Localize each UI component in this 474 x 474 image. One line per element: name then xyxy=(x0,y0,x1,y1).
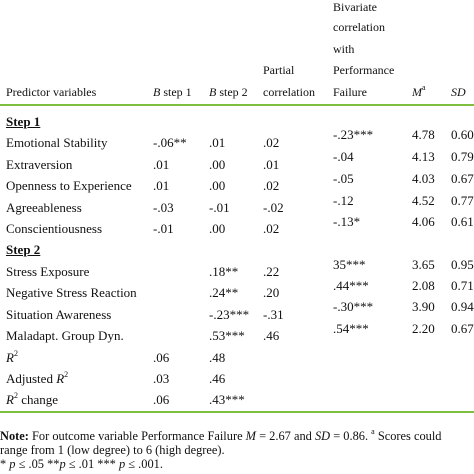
row-label: Negative Stress Reaction xyxy=(6,285,137,300)
row-label: Situation Awareness xyxy=(6,307,112,322)
row-label-r2-change: $R^2$ change xyxy=(6,390,59,407)
cell-bivariate: -.05 xyxy=(333,171,354,186)
table-note-line1: Note: For outcome variable Performance Failure M = 2.67 and SD = 0.86. $^a$ Scores could xyxy=(0,426,442,443)
header-bivariate-line4: Performance xyxy=(333,63,395,77)
cell-sd: 0.79 xyxy=(451,149,474,164)
cell-partial: .02 xyxy=(263,178,280,193)
row-label: Emotional Stability xyxy=(6,135,108,150)
row-label-r2: $R^2$ xyxy=(6,348,18,365)
cell-sd: 0.77 xyxy=(451,193,474,208)
cell-b-step2: .18** xyxy=(209,264,239,279)
cell-mean: 2.20 xyxy=(412,321,435,336)
table-note-line3: * p ≤ .05 **p ≤ .01 *** p ≤ .001. xyxy=(0,457,163,471)
cell-bivariate: -.23*** xyxy=(333,127,374,142)
cell-b-step2: .00 xyxy=(209,221,226,236)
cell-partial: -.31 xyxy=(263,307,284,322)
cell-b-step2: .53*** xyxy=(209,328,245,343)
cell-bivariate: -.04 xyxy=(333,149,354,164)
cell-mean: 4.06 xyxy=(412,214,435,229)
cell-partial: .02 xyxy=(263,135,280,150)
row-label: Extraversion xyxy=(6,157,73,172)
cell-b-step2: .24** xyxy=(209,285,239,300)
cell-mean: 4.03 xyxy=(412,171,435,186)
cell-b-step2: .01 xyxy=(209,135,226,150)
step1-label: Step 1 xyxy=(6,114,41,129)
header-mean: $M^a$ xyxy=(412,83,426,99)
cell-bivariate: .44*** xyxy=(333,278,369,293)
header-partial-line2: correlation xyxy=(263,85,315,99)
header-bivariate-line5: Failure xyxy=(333,85,367,99)
cell-bivariate: .54*** xyxy=(333,321,369,336)
cell-b-step2: .00 xyxy=(209,157,226,172)
cell-b-step2: .46 xyxy=(209,371,226,386)
cell-b-step1: -.03 xyxy=(153,200,174,215)
cell-b-step1: -.06** xyxy=(153,135,187,150)
step2-label: Step 2 xyxy=(6,242,41,257)
cell-sd: 0.71 xyxy=(451,278,474,293)
cell-sd: 0.67 xyxy=(451,171,474,186)
cell-sd: 0.60 xyxy=(451,127,474,142)
cell-mean: 3.65 xyxy=(412,257,435,272)
cell-partial: -.02 xyxy=(263,200,284,215)
cell-partial: .01 xyxy=(263,157,280,172)
header-b-step1: B step 1 xyxy=(153,85,192,99)
cell-mean: 3.90 xyxy=(412,299,435,314)
bottom-rule xyxy=(0,411,474,413)
row-label: Agreeableness xyxy=(6,200,82,215)
cell-sd: 0.94 xyxy=(451,299,474,314)
row-label: Conscientiousness xyxy=(6,221,103,236)
cell-b-step1: -.01 xyxy=(153,221,174,236)
header-sd: SD xyxy=(451,85,466,99)
header-predictor: Predictor variables xyxy=(6,85,97,99)
cell-b-step2: .43*** xyxy=(209,392,245,407)
cell-bivariate: -.13* xyxy=(333,214,361,229)
row-label-adjusted-r2: Adjusted $R^2$ xyxy=(6,369,69,386)
cell-mean: 4.52 xyxy=(412,193,435,208)
cell-b-step2: .48 xyxy=(209,350,226,365)
cell-bivariate: 35*** xyxy=(333,257,366,272)
cell-b-step1: .03 xyxy=(153,371,170,386)
header-bivariate-line1: Bivariate xyxy=(333,0,377,14)
cell-partial: .20 xyxy=(263,285,280,300)
cell-b-step1: .06 xyxy=(153,392,170,407)
row-label: Openness to Experience xyxy=(6,178,132,193)
header-b-step2: B step 2 xyxy=(209,85,248,99)
header-partial-line1: Partial xyxy=(263,63,295,77)
cell-mean: 4.13 xyxy=(412,149,435,164)
cell-sd: 0.67 xyxy=(451,321,474,336)
header-bivariate-line3: with xyxy=(333,42,355,56)
cell-bivariate: -.30*** xyxy=(333,299,374,314)
header-rule xyxy=(0,104,474,106)
cell-sd: 0.61 xyxy=(451,214,474,229)
cell-b-step1: .06 xyxy=(153,350,170,365)
header-bivariate-line2: correlation xyxy=(333,20,385,34)
table-note-line2: range from 1 (low degree) to 6 (high degree). xyxy=(0,443,225,457)
cell-b-step2: .00 xyxy=(209,178,226,193)
cell-mean: 2.08 xyxy=(412,278,435,293)
cell-mean: 4.78 xyxy=(412,127,435,142)
cell-partial: .46 xyxy=(263,328,280,343)
cell-b-step2: -.01 xyxy=(209,200,230,215)
cell-bivariate: -.12 xyxy=(333,193,354,208)
row-label: Maladapt. Group Dyn. xyxy=(6,328,124,343)
cell-b-step1: .01 xyxy=(153,178,170,193)
cell-sd: 0.95 xyxy=(451,257,474,272)
cell-partial: .22 xyxy=(263,264,280,279)
cell-b-step2: -.23*** xyxy=(209,307,250,322)
cell-b-step1: .01 xyxy=(153,157,170,172)
row-label: Stress Exposure xyxy=(6,264,90,279)
cell-partial: .02 xyxy=(263,221,280,236)
